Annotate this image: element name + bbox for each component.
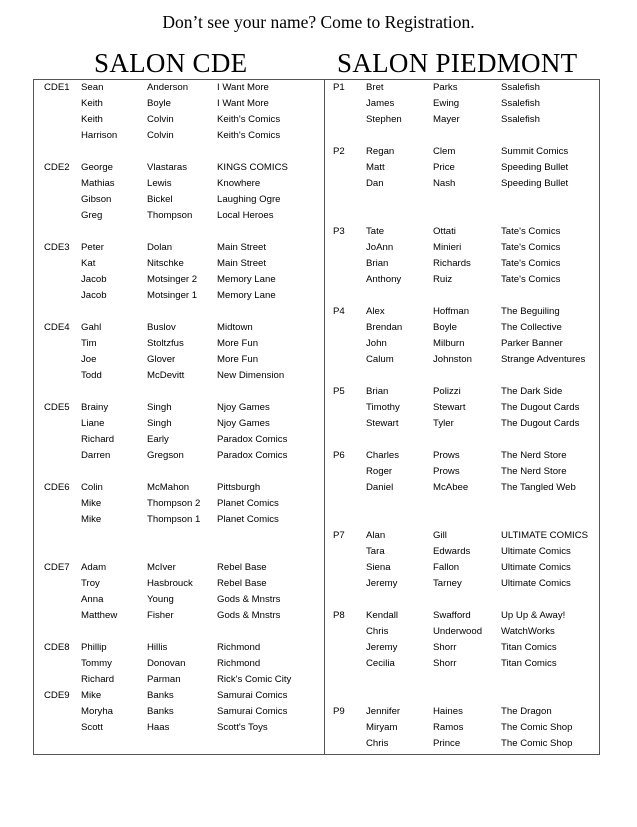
last-name: Thompson 2 (147, 498, 201, 509)
last-name: Nitschke (147, 258, 184, 269)
table-row (34, 736, 599, 752)
last-name: Bickel (147, 194, 173, 205)
last-name: Motsinger 2 (147, 274, 198, 285)
table-code: CDE6 (44, 482, 70, 493)
first-name: Tommy (81, 658, 112, 669)
table-code: CDE7 (44, 562, 70, 573)
first-name: Jeremy (366, 578, 398, 589)
store-name: Tate's Comics (501, 226, 561, 237)
store-name: Laughing Ogre (217, 194, 281, 205)
table-row (34, 128, 599, 144)
table-code: P1 (333, 82, 345, 93)
last-name: Polizzi (433, 386, 461, 397)
store-name: Ssalefish (501, 82, 540, 93)
last-name: Dolan (147, 242, 173, 253)
store-name: I Want More (217, 82, 269, 93)
first-name: Mathias (81, 178, 115, 189)
table-row (34, 304, 599, 320)
first-name: Cecilia (366, 658, 395, 669)
first-name: Alan (366, 530, 386, 541)
store-name: The Nerd Store (501, 450, 567, 461)
first-name: Richard (81, 674, 115, 685)
last-name: Gregson (147, 450, 184, 461)
table-row (34, 528, 599, 544)
table-code: CDE2 (44, 162, 70, 173)
store-name: Ssalefish (501, 98, 540, 109)
first-name: Roger (366, 466, 393, 477)
table-code: CDE3 (44, 242, 70, 253)
store-name: Speeding Bullet (501, 162, 569, 173)
store-name: Ultimate Comics (501, 578, 571, 589)
last-name: McIver (147, 562, 176, 573)
store-name: Keith's Comics (217, 114, 281, 125)
last-name: Thompson (147, 210, 193, 221)
last-name: Edwards (433, 546, 471, 557)
first-name: Jeremy (366, 642, 398, 653)
first-name: Tate (366, 226, 385, 237)
store-name: Njoy Games (217, 402, 270, 413)
store-name: Scott's Toys (217, 722, 268, 733)
first-name: John (366, 338, 387, 349)
last-name: Boyle (147, 98, 171, 109)
table-row (34, 192, 599, 208)
table-row (34, 368, 599, 384)
table-row (34, 432, 599, 448)
first-name: Liane (81, 418, 105, 429)
first-name: Anna (81, 594, 104, 605)
first-name: Bret (366, 82, 384, 93)
last-name: Ewing (433, 98, 460, 109)
first-name: Colin (81, 482, 103, 493)
table-code: CDE1 (44, 82, 70, 93)
first-name: Todd (81, 370, 102, 381)
store-name: The Tangled Web (501, 482, 576, 493)
table-row (34, 624, 599, 640)
store-name: Samurai Comics (217, 706, 288, 717)
last-name: Banks (147, 690, 174, 701)
first-name: Moryha (81, 706, 113, 717)
last-name: Banks (147, 706, 174, 717)
first-name: Miryam (366, 722, 398, 733)
last-name: Prince (433, 738, 461, 749)
store-name: The Comic Shop (501, 722, 573, 733)
table-row (34, 640, 599, 656)
last-name: Haines (433, 706, 463, 717)
last-name: McAbee (433, 482, 469, 493)
first-name: Sean (81, 82, 104, 93)
table-code: P4 (333, 306, 345, 317)
last-name: Ottati (433, 226, 456, 237)
first-name: Gahl (81, 322, 102, 333)
table-code: P8 (333, 610, 345, 621)
store-name: Gods & Mnstrs (217, 594, 281, 605)
store-name: Main Street (217, 242, 267, 253)
store-name: Summit Comics (501, 146, 569, 157)
store-name: Rebel Base (217, 578, 267, 589)
first-name: Matt (366, 162, 385, 173)
store-name: Memory Lane (217, 290, 276, 301)
store-name: ULTIMATE COMICS (501, 530, 589, 541)
table-row (34, 704, 599, 720)
store-name: Memory Lane (217, 274, 276, 285)
first-name: Brian (366, 386, 389, 397)
store-name: More Fun (217, 354, 259, 365)
last-name: Haas (147, 722, 170, 733)
last-name: Hasbrouck (147, 578, 193, 589)
first-name: Greg (81, 210, 103, 221)
first-name: Jennifer (366, 706, 401, 717)
last-name: Parks (433, 82, 458, 93)
first-name: Scott (81, 722, 103, 733)
store-name: Njoy Games (217, 418, 270, 429)
first-name: Mike (81, 514, 102, 525)
store-name: Up Up & Away! (501, 610, 566, 621)
last-name: Fisher (147, 610, 174, 621)
last-name: Tarney (433, 578, 462, 589)
first-name: Keith (81, 114, 103, 125)
table-row (34, 464, 599, 480)
first-name: Richard (81, 434, 115, 445)
table-row (34, 384, 599, 400)
table-code: P9 (333, 706, 345, 717)
table-row (34, 656, 599, 672)
last-name: Shorr (433, 658, 457, 669)
store-name: Ultimate Comics (501, 546, 571, 557)
store-name: Titan Comics (501, 658, 557, 669)
store-name: The Dark Side (501, 386, 563, 397)
store-name: Tate's Comics (501, 258, 561, 269)
first-name: Matthew (81, 610, 118, 621)
store-name: KINGS COMICS (217, 162, 288, 173)
table-code: P7 (333, 530, 345, 541)
first-name: Stephen (366, 114, 402, 125)
table-row (34, 80, 599, 96)
last-name: Motsinger 1 (147, 290, 198, 301)
store-name: Keith's Comics (217, 130, 281, 141)
store-name: Richmond (217, 642, 261, 653)
store-name: Planet Comics (217, 498, 279, 509)
table-row (34, 352, 599, 368)
last-name: Fallon (433, 562, 460, 573)
store-name: Tate's Comics (501, 274, 561, 285)
last-name: Clem (433, 146, 456, 157)
last-name: Hillis (147, 642, 168, 653)
salon-piedmont-title: SALON PIEDMONT (337, 48, 578, 78)
first-name: Siena (366, 562, 391, 573)
store-name: The Dugout Cards (501, 402, 580, 413)
first-name: Peter (81, 242, 104, 253)
table-row (34, 400, 599, 416)
store-name: The Dragon (501, 706, 552, 717)
last-name: Glover (147, 354, 176, 365)
table-row (34, 480, 599, 496)
last-name: Donovan (147, 658, 186, 669)
table-row (34, 208, 599, 224)
first-name: Jacob (81, 274, 107, 285)
first-name: Jacob (81, 290, 107, 301)
store-name: Local Heroes (217, 210, 274, 221)
store-name: Ssalefish (501, 114, 540, 125)
first-name: Tara (366, 546, 385, 557)
table-row (34, 224, 599, 240)
last-name: Anderson (147, 82, 189, 93)
first-name: Brendan (366, 322, 403, 333)
table-row (34, 496, 599, 512)
store-name: The Collective (501, 322, 562, 333)
first-name: Troy (81, 578, 100, 589)
table-row (34, 448, 599, 464)
first-name: Mike (81, 498, 102, 509)
last-name: Lewis (147, 178, 172, 189)
last-name: Underwood (433, 626, 483, 637)
table-code: P6 (333, 450, 345, 461)
first-name: George (81, 162, 113, 173)
last-name: Colvin (147, 114, 174, 125)
table-row (34, 176, 599, 192)
table-row (34, 608, 599, 624)
first-name: Harrison (81, 130, 118, 141)
last-name: Ramos (433, 722, 464, 733)
first-name: Adam (81, 562, 107, 573)
first-name: Kat (81, 258, 96, 269)
last-name: Minieri (433, 242, 462, 253)
last-name: Gill (433, 530, 447, 541)
first-name: Charles (366, 450, 400, 461)
last-name: Mayer (433, 114, 460, 125)
store-name: Midtown (217, 322, 253, 333)
store-name: Speeding Bullet (501, 178, 569, 189)
last-name: Swafford (433, 610, 471, 621)
first-name: Dan (366, 178, 384, 189)
last-name: Singh (147, 402, 172, 413)
table-code: CDE8 (44, 642, 70, 653)
store-name: I Want More (217, 98, 269, 109)
salon-cde-title: SALON CDE (94, 48, 248, 78)
registration-notice: Don’t see your name? Come to Registration. (162, 12, 475, 32)
last-name: Richards (433, 258, 471, 269)
table-row (34, 288, 599, 304)
store-name: Ultimate Comics (501, 562, 571, 573)
store-name: Pittsburgh (217, 482, 261, 493)
first-name: Chris (366, 738, 389, 749)
table-code: P2 (333, 146, 345, 157)
last-name: Vlastaras (147, 162, 187, 173)
last-name: Price (433, 162, 455, 173)
first-name: Alex (366, 306, 385, 317)
table-row (34, 592, 599, 608)
store-name: Rick's Comic City (217, 674, 292, 685)
store-name: Rebel Base (217, 562, 267, 573)
last-name: Buslov (147, 322, 176, 333)
table-code: CDE9 (44, 690, 70, 701)
table-row (34, 336, 599, 352)
first-name: Anthony (366, 274, 402, 285)
first-name: Regan (366, 146, 395, 157)
table-row (34, 96, 599, 112)
table-row (34, 160, 599, 176)
table-code: P5 (333, 386, 345, 397)
table-row (34, 320, 599, 336)
table-code: CDE5 (44, 402, 70, 413)
store-name: Richmond (217, 658, 261, 669)
last-name: Thompson 1 (147, 514, 201, 525)
first-name: Brainy (81, 402, 109, 413)
store-name: The Beguiling (501, 306, 560, 317)
table-row (34, 416, 599, 432)
last-name: Singh (147, 418, 172, 429)
last-name: Tyler (433, 418, 454, 429)
store-name: Titan Comics (501, 642, 557, 653)
store-name: Paradox Comics (217, 450, 288, 461)
store-name: Tate's Comics (501, 242, 561, 253)
last-name: Parman (147, 674, 181, 685)
store-name: WatchWorks (501, 626, 555, 637)
first-name: Chris (366, 626, 389, 637)
store-name: The Comic Shop (501, 738, 573, 749)
table-row (34, 544, 599, 560)
store-name: The Dugout Cards (501, 418, 580, 429)
store-name: Parker Banner (501, 338, 563, 349)
store-name: Knowhere (217, 178, 261, 189)
store-name: Paradox Comics (217, 434, 288, 445)
first-name: Daniel (366, 482, 394, 493)
last-name: Young (147, 594, 174, 605)
table-row (34, 272, 599, 288)
table-row (34, 560, 599, 576)
store-name: Planet Comics (217, 514, 279, 525)
assignment-table (33, 79, 600, 755)
table-row (34, 720, 599, 736)
first-name: Phillip (81, 642, 107, 653)
table-row (34, 256, 599, 272)
table-code: CDE4 (44, 322, 70, 333)
table-row (34, 240, 599, 256)
store-name: Gods & Mnstrs (217, 610, 281, 621)
first-name: Keith (81, 98, 103, 109)
last-name: Early (147, 434, 169, 445)
last-name: McMahon (147, 482, 190, 493)
first-name: Calum (366, 354, 394, 365)
store-name: The Nerd Store (501, 466, 567, 477)
last-name: Prows (433, 466, 460, 477)
store-name: New Dimension (217, 370, 285, 381)
store-name: More Fun (217, 338, 259, 349)
first-name: Stewart (366, 418, 399, 429)
first-name: Mike (81, 690, 102, 701)
last-name: Milburn (433, 338, 465, 349)
last-name: Boyle (433, 322, 457, 333)
store-name: Samurai Comics (217, 690, 288, 701)
last-name: Stewart (433, 402, 466, 413)
first-name: James (366, 98, 395, 109)
last-name: Stoltzfus (147, 338, 184, 349)
table-code: P3 (333, 226, 345, 237)
last-name: Shorr (433, 642, 457, 653)
table-row (34, 576, 599, 592)
first-name: JoAnn (366, 242, 394, 253)
store-name: Main Street (217, 258, 267, 269)
first-name: Timothy (366, 402, 400, 413)
last-name: Prows (433, 450, 460, 461)
last-name: Colvin (147, 130, 174, 141)
table-row (34, 672, 599, 688)
first-name: Gibson (81, 194, 112, 205)
first-name: Tim (81, 338, 97, 349)
table-row (34, 688, 599, 704)
last-name: Nash (433, 178, 456, 189)
first-name: Kendall (366, 610, 399, 621)
last-name: McDevitt (147, 370, 185, 381)
store-name: Strange Adventures (501, 354, 586, 365)
table-row (34, 144, 599, 160)
table-row (34, 112, 599, 128)
last-name: Johnston (433, 354, 472, 365)
last-name: Ruiz (433, 274, 453, 285)
first-name: Brian (366, 258, 389, 269)
table-row (34, 512, 599, 528)
first-name: Darren (81, 450, 111, 461)
first-name: Joe (81, 354, 97, 365)
last-name: Hoffman (433, 306, 470, 317)
